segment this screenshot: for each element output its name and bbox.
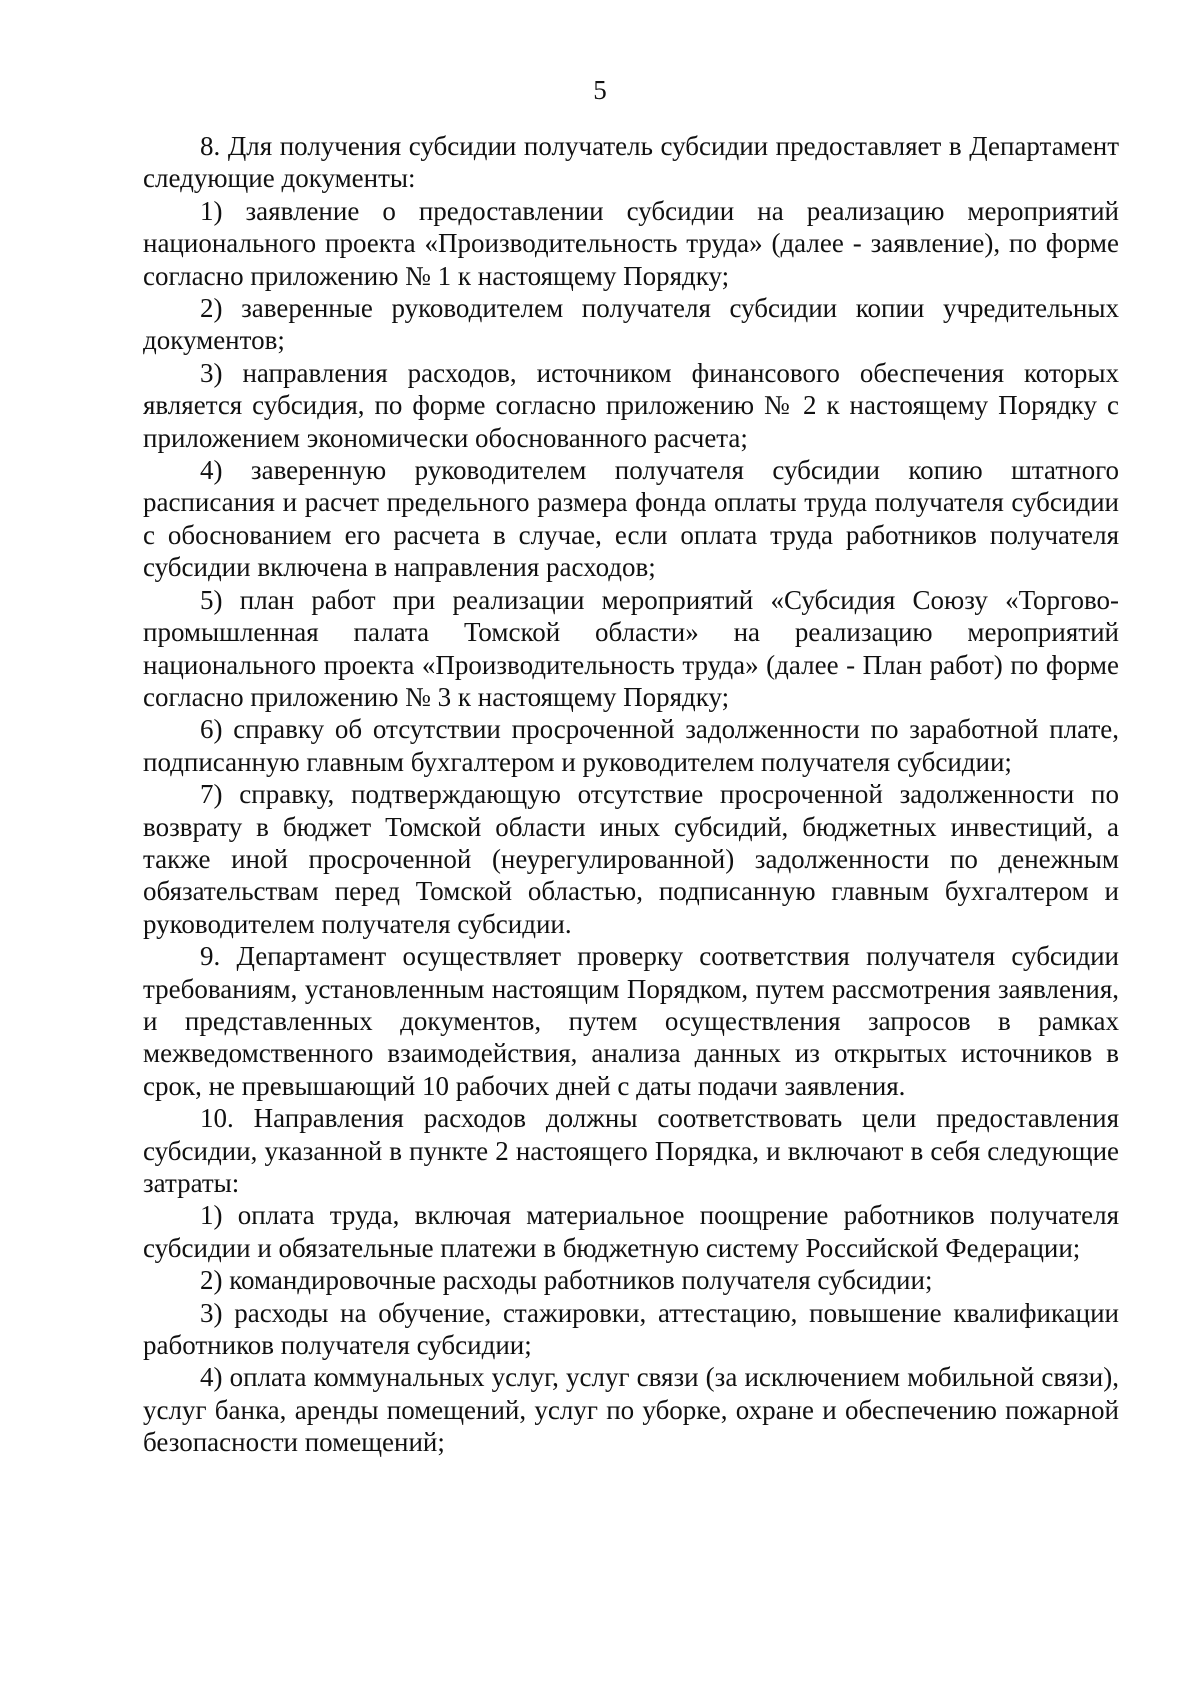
paragraph-8: 8. Для получения субсидии получатель субсидии предоставляет в Департамент следующие документы:	[143, 131, 1119, 194]
paragraph-8-item-6: 6) справку об отсутствии просроченной задолженности по заработной плате, подписанную главным бухгалтером и руководителем получателя субсидии;	[143, 714, 1119, 777]
paragraph-8-item-3: 3) направления расходов, источником финансового обеспечения которых является субсидия, по форме согласно приложению № 2 к настоящему Порядку с приложением экономически обоснованного расчета;	[143, 357, 1119, 453]
page-number: 5	[593, 75, 607, 105]
paragraph-10-item-3: 3) расходы на обучение, стажировки, аттестацию, повышение квалификации работников получателя субсидии;	[143, 1297, 1119, 1361]
document-body	[143, 130, 1119, 1459]
paragraph-8-item-2: 2) заверенные руководителем получателя субсидии копии учредительных документов;	[143, 293, 1119, 356]
paragraph-10-item-2: 2) командировочные расходы работников получателя субсидии;	[200, 1265, 933, 1296]
paragraph-8-item-5: 5) план работ при реализации мероприятий «Субсидия Союзу «Торгово-промышленная палата Томской области» на реализацию мероприятий национального проекта «Производительность труда» (далее - План работ) по форме согласно приложению № 3 к настоящему Порядку;	[143, 584, 1119, 712]
paragraph-10: 10. Направления расходов должны соответствовать цели предоставления субсидии, указанной в пункте 2 настоящего Порядка, и включают в себя следующие затраты:	[143, 1103, 1119, 1198]
paragraph-9: 9. Департамент осуществляет проверку соответствия получателя субсидии требованиям, установленным настоящим Порядком, путем рассмотрения заявления, и представленных документов, путем осуществления запросов в рамках межведомственного взаимодействия, анализа данных из открытых источников в срок, не превышающий 10 рабочих дней с даты подачи заявления.	[143, 941, 1119, 1101]
paragraph-8-item-1: 1) заявление о предоставлении субсидии на реализацию мероприятий национального проекта «Производительность труда» (далее - заявление), по форме согласно приложению № 1 к настоящему Порядку;	[143, 195, 1119, 291]
paragraph-10-item-1: 1) оплата труда, включая материальное поощрение работников получателя субсидии и обязательные платежи в бюджетную систему Российской Федерации;	[143, 1200, 1119, 1263]
paragraph-8-item-7: 7) справку, подтверждающую отсутствие просроченной задолженности по возврату в бюджет Томской области иных субсидий, бюджетных инвестиций, а также иной просроченной (неурегулированной) задолженности по денежным обязательствам перед Томской областью, подписанную главным бухгалтером и руководителем получателя субсидии.	[143, 779, 1119, 939]
paragraph-10-item-4: 4) оплата коммунальных услуг, услуг связи (за исключением мобильной связи), услуг банка, аренды помещений, услуг по уборке, охране и обеспечению пожарной безопасности помещений;	[143, 1362, 1119, 1458]
paragraph-8-item-4: 4) заверенную руководителем получателя субсидии копию штатного расписания и расчет предельного размера фонда оплаты труда получателя субсидии с обоснованием его расчета в случае, если оплата труда работников получателя субсидии включена в направления расходов;	[143, 455, 1119, 583]
